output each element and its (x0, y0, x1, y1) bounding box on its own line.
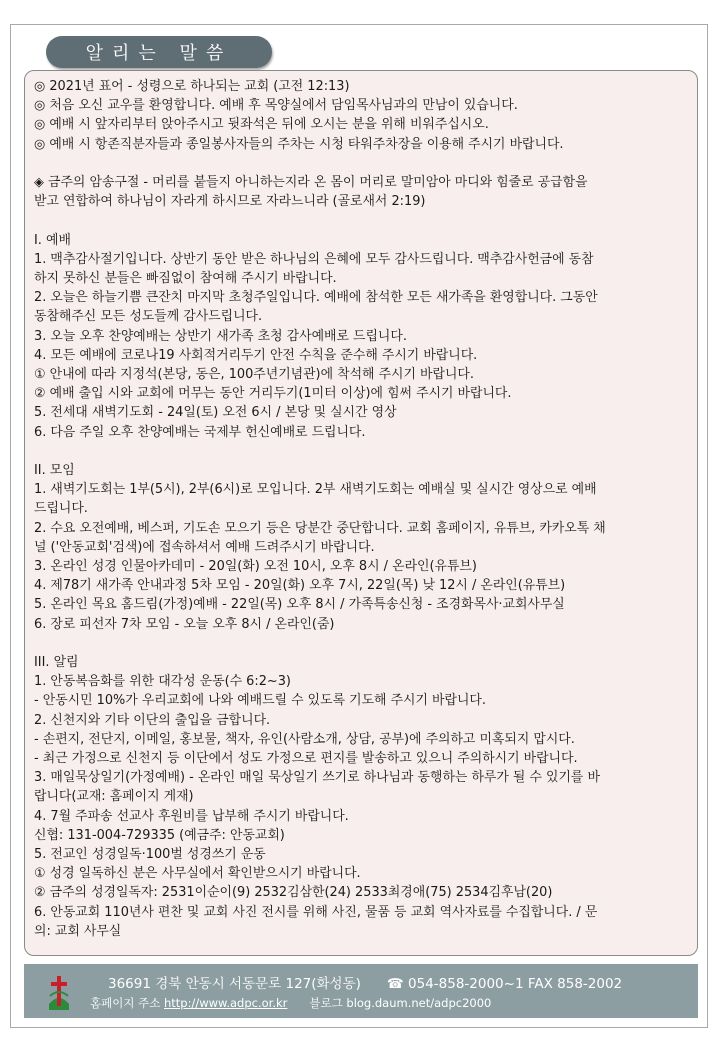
announcement-line: ① 안내에 따라 지정석(본당, 동은, 100주년기념관)에 착석해 주시기 바랍니다. (34, 367, 474, 383)
blog-label: 블로그 (309, 996, 343, 1010)
announcement-line: ② 금주의 성경일독자: 2531이순이(9) 2532김삼한(24) 2533최경애(75) 2534김후남(20) (34, 885, 553, 901)
announcement-line: ① 성경 일독하신 분은 사무실에서 확인받으시기 바랍니다. (34, 866, 361, 882)
announcement-line: 6. 안동교회 110년사 편찬 및 교회 사진 전시를 위해 사진, 물품 등 교회 역사자료를 수집합니다. / 문 (34, 904, 598, 920)
announcement-line: 2. 오늘은 하늘기쁨 큰잔치 마지막 초청주일입니다. 예배에 참석한 모든 새가족을 환영합니다. 그동안 (34, 290, 598, 306)
announcement-line: ◎ 처음 오신 교우를 환영합니다. 예배 후 목양실에서 담임목사님과의 만남이 있습니다. (34, 98, 518, 114)
announcement-line: 3. 온라인 성경 인물아카데미 - 20일(화) 오전 10시, 오후 8시 / 온라인(유튜브) (34, 559, 477, 575)
announcement-line: III. 알림 (34, 655, 79, 671)
announcement-line: 6. 장로 피선자 7차 모임 - 오늘 오후 8시 / 온라인(줌) (34, 616, 335, 632)
announcement-line: 널 ('안동교회'검색)에 접속하셔서 예배 드려주시기 바랍니다. (34, 539, 375, 555)
announcement-line: 4. 제78기 새가족 안내과정 5차 모임 - 20일(화) 오후 7시, 22일(목) 낮 12시 / 온라인(유튜브) (34, 578, 566, 594)
announcement-line: 5. 전교인 성경일독·100벌 성경쓰기 운동 (34, 847, 266, 863)
announcement-line: 신협: 131-004-729335 (예금주: 안동교회) (34, 827, 285, 843)
blank-line (34, 154, 689, 173)
announcement-line: ◈ 금주의 암송구절 - 머리를 붙들지 아니하는지라 온 몸이 머리로 말미암아 마디와 힘줄로 공급함을 (34, 175, 588, 190)
announcement-line: I. 예배 (34, 232, 71, 248)
announcement-line: 하지 못하신 분들은 빠짐없이 참여해 주시기 바랍니다. (34, 271, 337, 286)
announcement-line: 2. 신천지와 기타 이단의 출입을 금합니다. (34, 712, 271, 728)
section-title: 알리는 말씀 (46, 36, 272, 68)
announcement-line: 1. 안동복음화를 위한 대각성 운동(수 6:2~3) (34, 674, 291, 690)
footer-links (90, 995, 491, 1011)
announcement-line: 4. 7월 주파송 선교사 후원비를 납부해 주시기 바랍니다. (34, 808, 349, 824)
announcement-line: 6. 다음 주일 오후 찬양예배는 국제부 헌신예배로 드립니다. (34, 424, 366, 440)
announcement-line: 의: 교회 사무실 (34, 923, 122, 939)
footer (24, 964, 698, 1018)
announcement-line: 4. 모든 예배에 코로나19 사회적거리두기 안전 수칙을 준수해 주시기 바랍니다. (34, 347, 478, 363)
blank-line (34, 442, 689, 461)
announcement-line: ◎ 2021년 표어 - 성령으로 하나되는 교회 (고전 12:13) (34, 79, 350, 94)
announcement-line: 2. 수요 오전예배, 베스퍼, 기도손 모으기 등은 당분간 중단합니다. 교회 홈페이지, 유튜브, 카카오톡 채 (34, 520, 606, 536)
announcement-line: ② 예배 출입 시와 교회에 머무는 동안 거리두기(1미터 이상)에 힘써 주시기 바랍니다. (34, 386, 512, 402)
announcement-line: ◎ 예배 시 앞자리부터 앉아주시고 뒷좌석은 뒤에 오시는 분을 위해 비워주십시오. (34, 117, 489, 133)
announcement-line: 5. 온라인 목요 홈드림(가정)예배 - 22일(목) 오후 8시 / 가족특송신청 - 조경화목사·교회사무실 (34, 597, 565, 613)
announcement-line: 1. 새벽기도회는 1부(5시), 2부(6시)로 모입니다. 2부 새벽기도회는 예배실 및 실시간 영상으로 예배 (34, 482, 597, 498)
footer-contact (108, 972, 622, 992)
blog-url[interactable]: blog.daum.net/adpc2000 (346, 996, 492, 1010)
announcement-line: - 최근 가정으로 신천지 등 이단에서 성도 가정으로 편지를 발송하고 있으니 주의하시기 바랍니다. (34, 751, 578, 767)
announcement-line: 3. 오늘 오후 찬양예배는 상반기 새가족 초청 감사예배로 드립니다. (34, 328, 407, 344)
announcements-box (24, 70, 698, 956)
blank-line (34, 634, 689, 653)
announcement-line: II. 모임 (34, 463, 75, 479)
announcement-line: - 손편지, 전단지, 이메일, 홍보물, 책자, 유인(사람소개, 상담, 공부)에 주의하고 미혹되지 맙시다. (34, 731, 575, 747)
blank-line (34, 211, 689, 230)
footer-phone: ☎ 054-858-2000~1 FAX 858-2002 (386, 976, 623, 992)
announcement-line: 드립니다. (34, 501, 88, 517)
announcement-line: 3. 매일묵상일기(가정예배) - 온라인 매일 묵상일기 쓰기로 하나님과 동행하는 하루가 될 수 있기를 바 (34, 770, 600, 786)
announcement-line: 받고 연합하여 하나님이 자라게 하시므로 자라느니라 (골로새서 2:19) (34, 194, 426, 210)
announcement-line: 5. 전세대 새벽기도회 - 24일(토) 오전 6시 / 본당 및 실시간 영상 (34, 405, 397, 421)
announcement-line: 1. 맥추감사절기입니다. 상반기 동안 받은 하나님의 은혜에 모두 감사드립니다. 맥추감사헌금에 동참 (34, 251, 594, 267)
announcement-line: 동참해주신 모든 성도들께 감사드립니다. (34, 309, 263, 325)
announcement-line: - 안동시민 10%가 우리교회에 나와 예배드릴 수 있도록 기도해 주시기 바랍니다. (34, 693, 486, 709)
footer-address: 36691 경북 안동시 서동문로 127(화성동) (108, 976, 361, 992)
church-logo-icon (46, 974, 72, 1012)
announcement-line: 랍니다(교재: 홈페이지 게재) (34, 789, 194, 805)
homepage-label: 홈페이지 주소 (90, 996, 161, 1010)
homepage-link[interactable]: http://www.adpc.or.kr (163, 996, 288, 1010)
announcement-line: ◎ 예배 시 항존직분자들과 종일봉사자들의 주차는 시청 타워주차장을 이용해 주시기 바랍니다. (34, 136, 564, 152)
